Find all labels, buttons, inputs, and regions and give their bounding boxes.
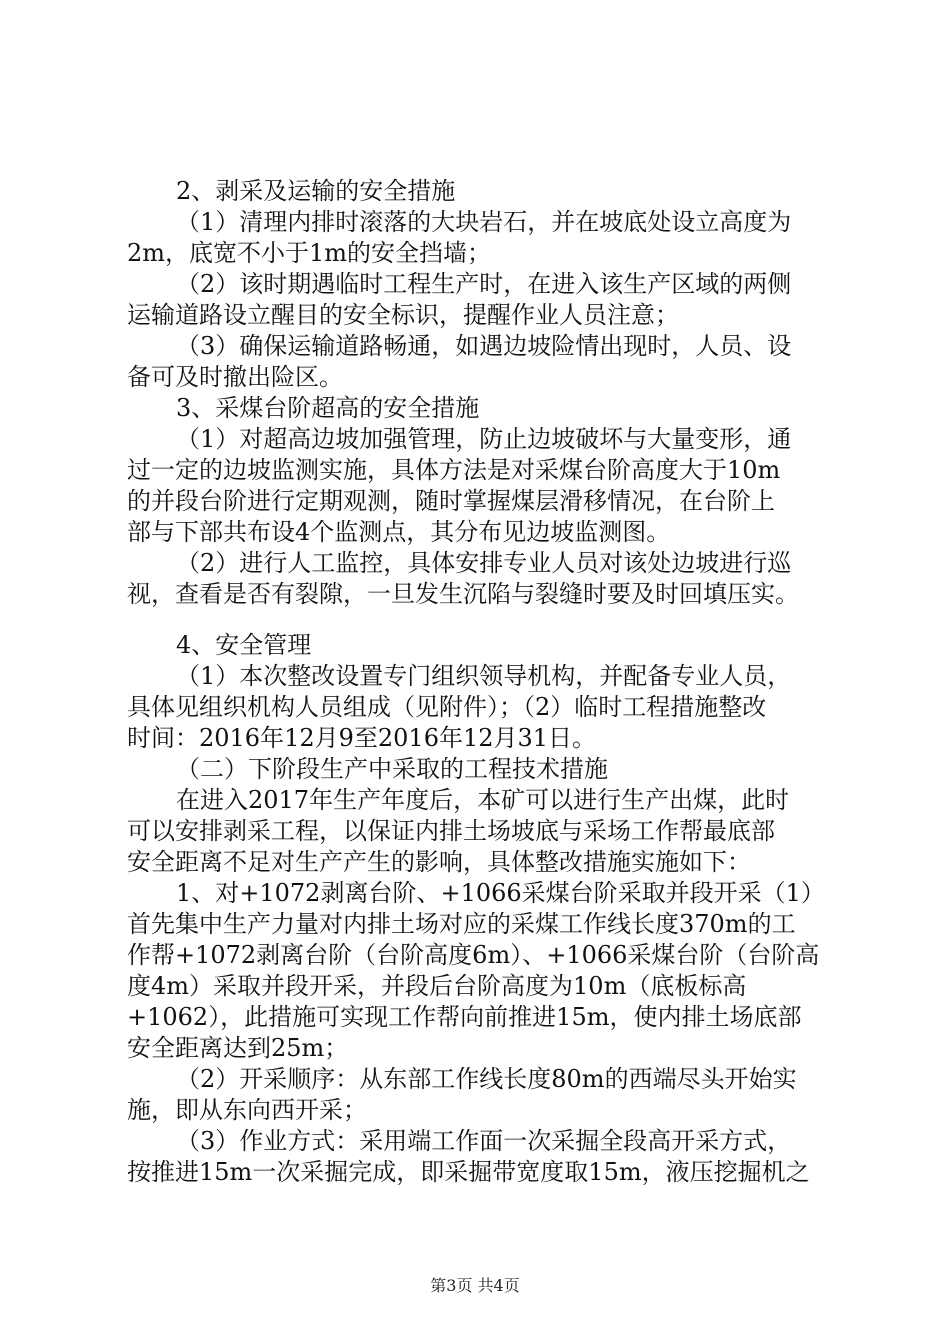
text-line: （2）开采顺序：从东部工作线长度80m的西端尽头开始实 bbox=[176, 1065, 797, 1093]
text-line: （1）清理内排时滚落的大块岩石，并在坡底处设立高度为 bbox=[176, 208, 792, 236]
text-line: 的并段台阶进行定期观测，随时掌握煤层滑移情况，在台阶上 bbox=[127, 487, 775, 515]
text-line: +1062），此措施可实现工作帮向前推进15m，使内排土场底部 bbox=[127, 1003, 802, 1031]
text-line: 2m，底宽不小于1m的安全挡墙； bbox=[127, 239, 492, 267]
text-line: （3）确保运输道路畅通，如遇边坡险情出现时，人员、设 bbox=[176, 332, 792, 360]
text-line: 过一定的边坡监测实施，具体方法是对采煤台阶高度大于10m bbox=[127, 456, 781, 484]
section-heading: 2、剥采及运输的安全措施 bbox=[176, 177, 456, 205]
text-line: （3）作业方式：采用端工作面一次采掘全段高开采方式， bbox=[176, 1127, 792, 1155]
text-line: 时间：2016年12月9至2016年12月31日。 bbox=[127, 724, 597, 752]
text-line: 作帮+1072剥离台阶（台阶高度6m）、+1066采煤台阶（台阶高 bbox=[127, 941, 820, 969]
text-line: 运输道路设立醒目的安全标识，提醒作业人员注意； bbox=[127, 301, 679, 329]
text-line: （1）本次整改设置专门组织领导机构，并配备专业人员， bbox=[176, 662, 792, 690]
page-number-footer: 第3页 共4页 bbox=[430, 1276, 520, 1295]
text-line: 具体见组织机构人员组成（见附件）；（2）临时工程措施整改 bbox=[127, 693, 767, 721]
text-line: 首先集中生产力量对内排土场对应的采煤工作线长度370m的工 bbox=[127, 910, 796, 938]
text-line: 视，查看是否有裂隙，一旦发生沉陷与裂缝时要及时回填压实。 bbox=[127, 580, 799, 608]
text-line: 安全距离不足对生产产生的影响，具体整改措施实施如下： bbox=[127, 848, 751, 876]
text-line: 度4m）采取并段开采，并段后台阶高度为10m（底板标高 bbox=[127, 972, 747, 1000]
text-line: 在进入2017年生产年度后，本矿可以进行生产出煤，此时 bbox=[176, 786, 790, 814]
text-line: （1）对超高边坡加强管理，防止边坡破坏与大量变形，通 bbox=[176, 425, 792, 453]
text-line: 安全距离达到25m； bbox=[127, 1034, 349, 1062]
text-line: 1、对+1072剥离台阶、+1066采煤台阶采取并段开采（1） bbox=[176, 879, 825, 907]
text-line: （2）该时期遇临时工程生产时，在进入该生产区域的两侧 bbox=[176, 270, 792, 298]
text-line: 可以安排剥采工程，以保证内排土场坡底与采场工作帮最底部 bbox=[127, 817, 775, 845]
text-line: 备可及时撤出险区。 bbox=[127, 363, 343, 391]
section-heading: 4、安全管理 bbox=[176, 631, 312, 659]
section-heading: 3、采煤台阶超高的安全措施 bbox=[176, 394, 480, 422]
section-heading: （二）下阶段生产中采取的工程技术措施 bbox=[176, 755, 608, 783]
text-line: 按推进15m一次采掘完成，即采掘带宽度取15m，液压挖掘机之 bbox=[127, 1158, 810, 1186]
text-line: 部与下部共布设4个监测点，其分布见边坡监测图。 bbox=[127, 518, 671, 546]
text-line: 施，即从东向西开采； bbox=[127, 1096, 367, 1124]
text-line: （2）进行人工监控，具体安排专业人员对该处边坡进行巡 bbox=[176, 549, 792, 577]
